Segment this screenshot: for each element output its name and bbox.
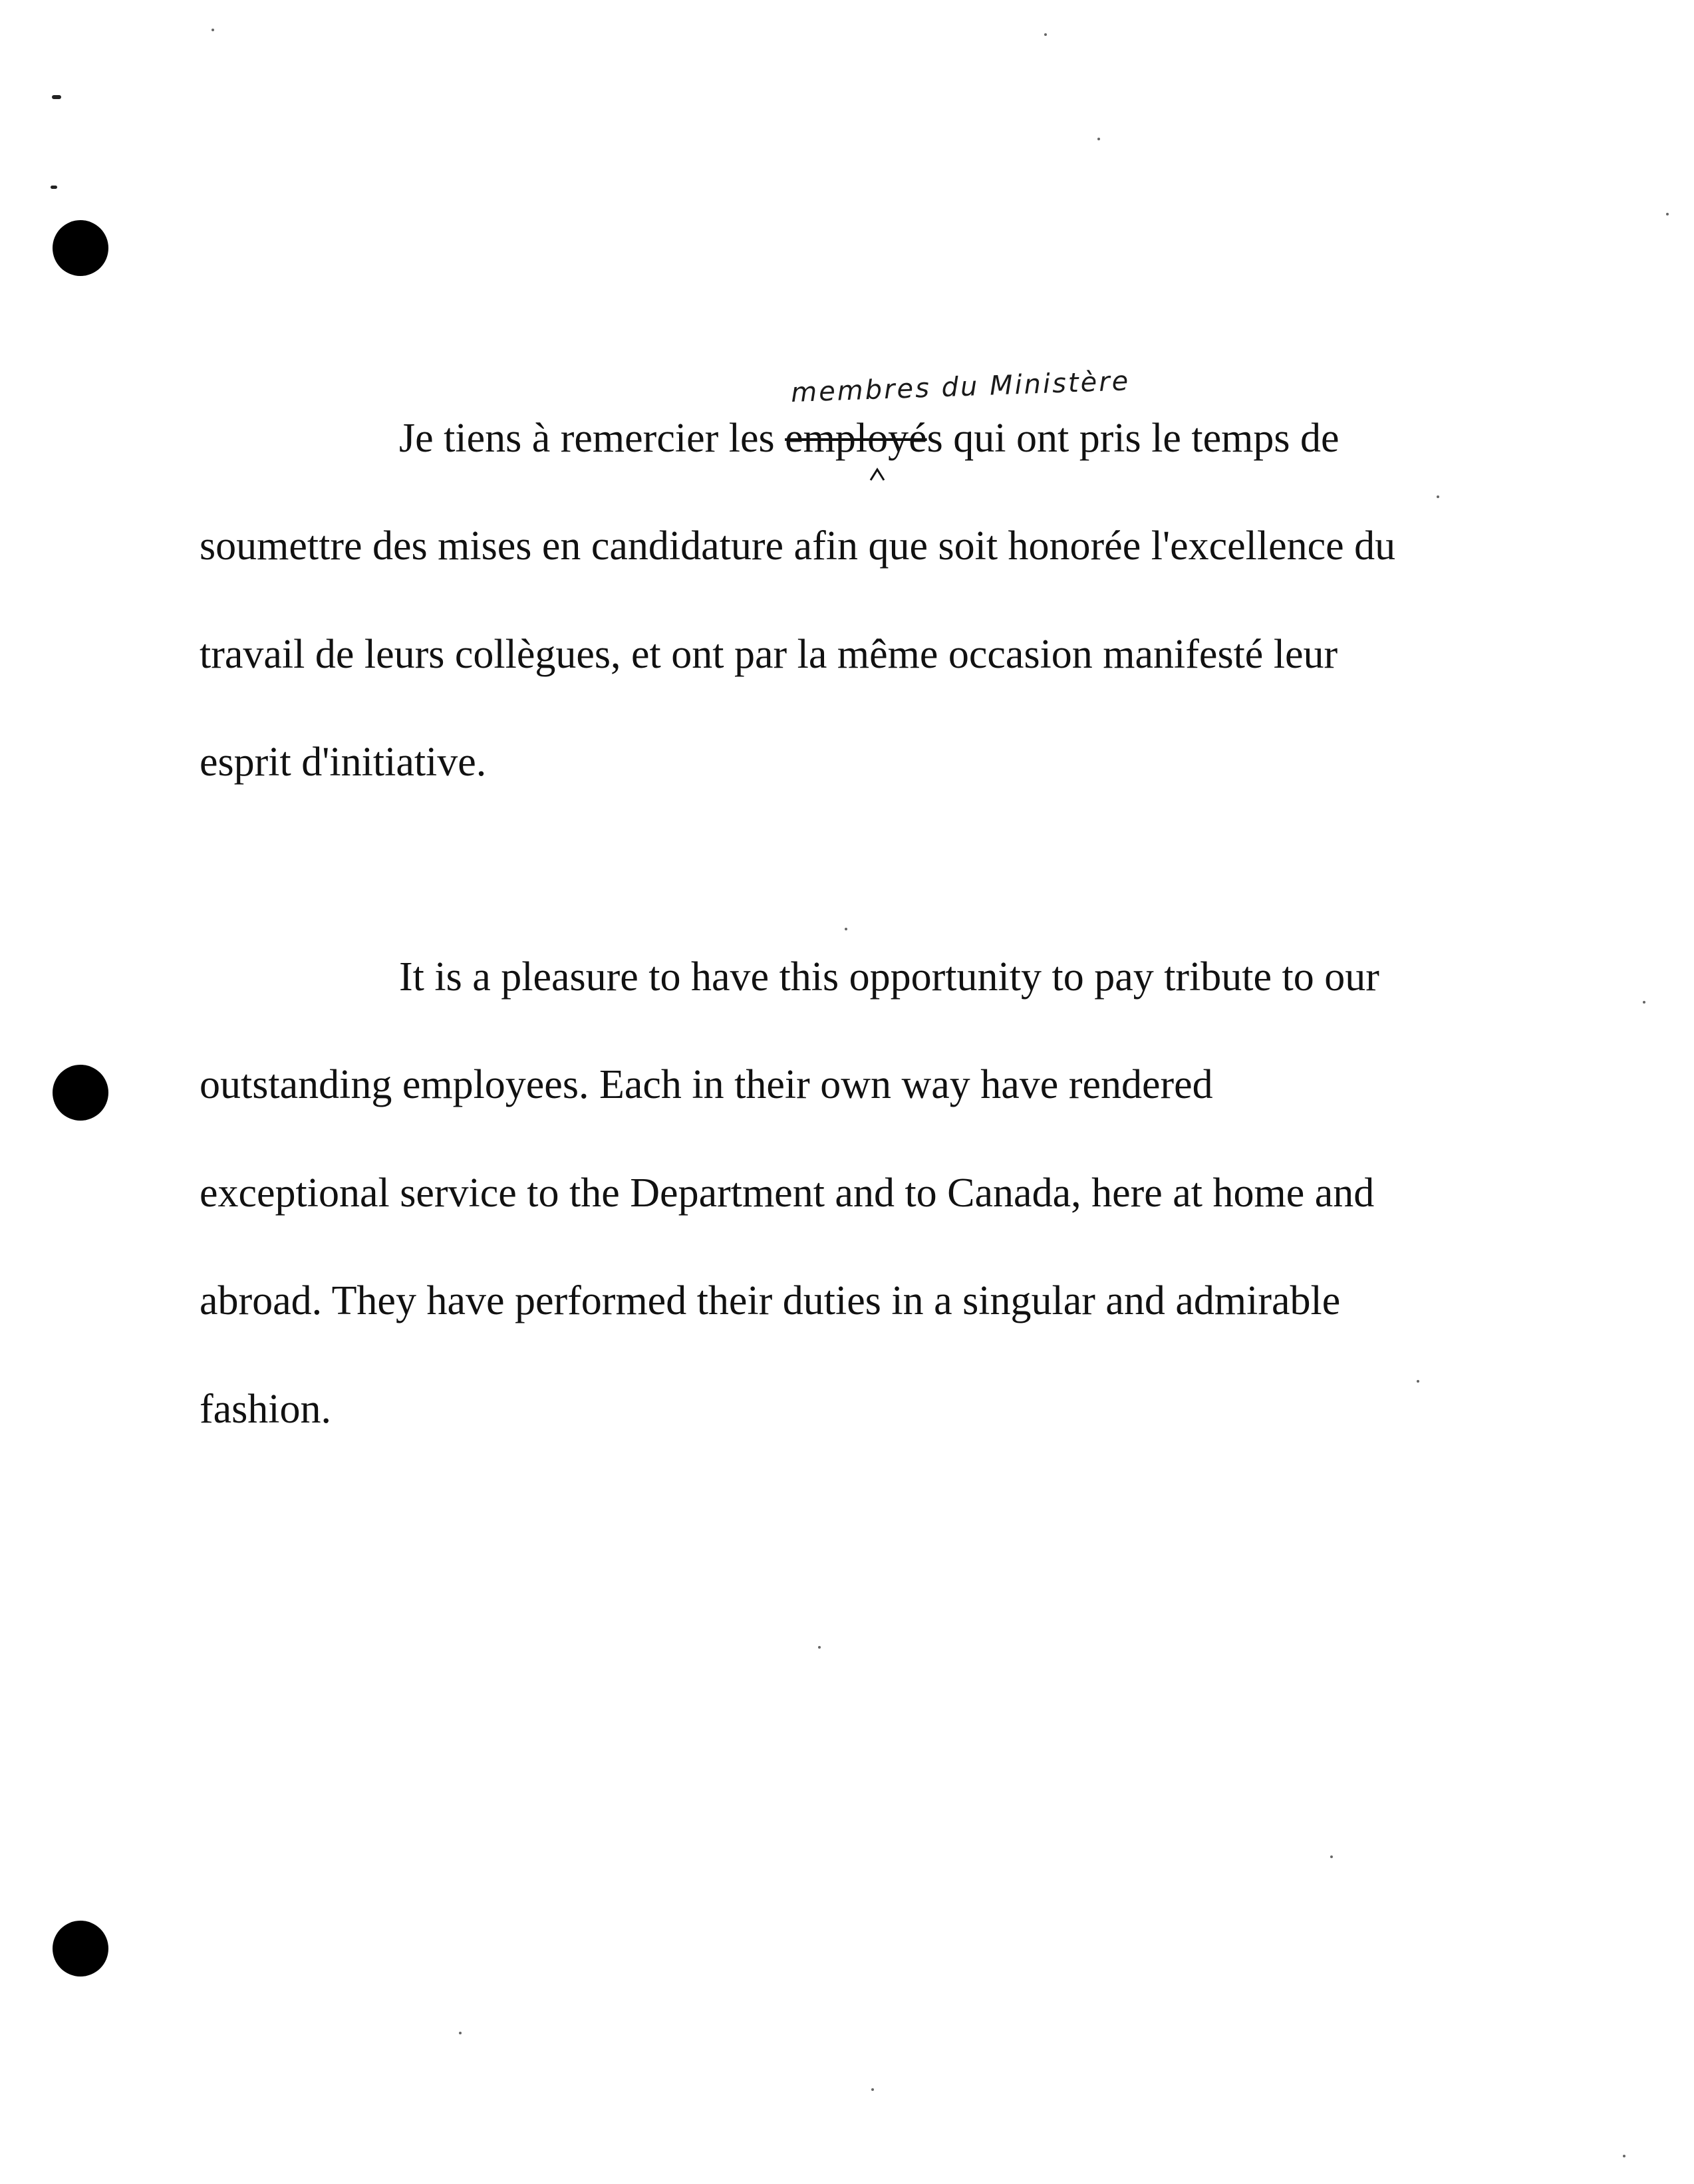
scan-speck — [1643, 1001, 1645, 1004]
scan-speck — [212, 29, 214, 31]
text-run: s qui ont pris le temps de — [926, 416, 1340, 461]
scan-speck — [845, 928, 847, 930]
text-run: Je tiens à remercier les — [399, 416, 785, 461]
scan-speck — [1437, 495, 1439, 498]
scan-speck — [1330, 1855, 1333, 1858]
insertion-caret-icon — [869, 466, 886, 483]
scan-speck — [1666, 213, 1669, 215]
scan-speck — [1044, 33, 1047, 36]
scan-speck — [1417, 1380, 1419, 1383]
binder-hole — [53, 1921, 108, 1977]
paragraph-2-line-2: outstanding employees. Each in their own way have rendered — [200, 1062, 1213, 1107]
paragraph-2-line-4: abroad. They have performed their duties in a singular and admirable — [200, 1278, 1341, 1323]
scan-speck — [818, 1646, 821, 1649]
paragraph-1-line-4: esprit d'initiative. — [200, 740, 487, 785]
binder-hole — [53, 1065, 108, 1121]
scan-speck — [1097, 138, 1100, 140]
paragraph-2-line-5: fashion. — [200, 1387, 332, 1432]
binder-hole — [53, 220, 108, 276]
paragraph-1-line-1 — [399, 418, 1694, 459]
scan-mark — [52, 95, 61, 99]
paragraph-2-line-1: It is a pleasure to have this opportunity to pay tribute to our — [399, 954, 1379, 1000]
scan-speck — [871, 2088, 874, 2091]
paragraph-1-line-2: soumettre des mises en candidature afin que soit honorée l'excellence du — [200, 523, 1396, 569]
paragraph-2-line-3: exceptional service to the Department and to Canada, here at home and — [200, 1170, 1375, 1216]
handwritten-insertion: membres du Ministère — [790, 366, 1131, 408]
struck-word: employé — [785, 416, 927, 461]
scan-mark — [51, 186, 57, 189]
scan-speck — [1623, 2155, 1625, 2157]
paragraph-1-line-3: travail de leurs collègues, et ont par la même occasion manifesté leur — [200, 632, 1338, 677]
scan-speck — [459, 2032, 462, 2034]
